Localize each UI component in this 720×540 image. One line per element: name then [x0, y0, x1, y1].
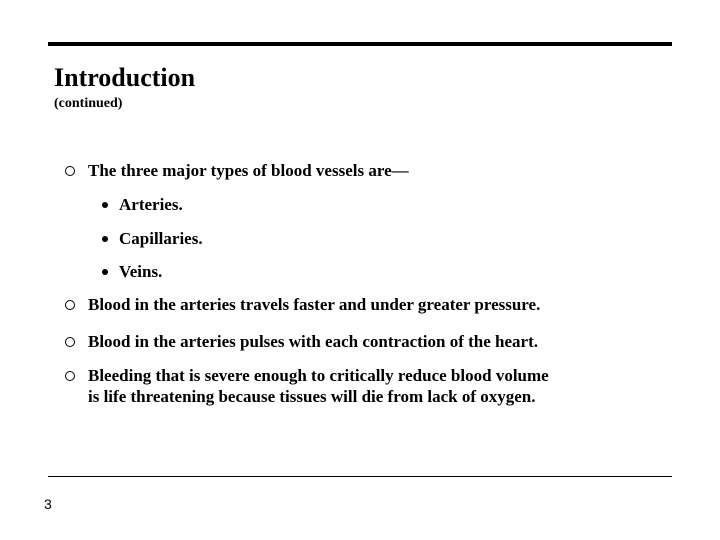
dot-bullet-icon [102, 269, 108, 275]
bullet-severe-bleeding-line1: Bleeding that is severe enough to critically reduce blood volume [88, 366, 549, 385]
bottom-rule [48, 476, 672, 477]
slide-subtitle: (continued) [54, 96, 123, 111]
circle-bullet-icon [65, 371, 75, 381]
page-number: 3 [44, 496, 52, 512]
circle-bullet-icon [65, 300, 75, 310]
slide-title: Introduction [54, 63, 196, 92]
bullet-arterial-pressure: Blood in the arteries travels faster and under greater pressure. [88, 295, 541, 314]
sub-bullet-capillaries: Capillaries. [119, 229, 203, 248]
sub-bullet-veins: Veins. [119, 262, 163, 281]
dot-bullet-icon [102, 202, 108, 208]
bullet-arterial-pulse: Blood in the arteries pulses with each contraction of the heart. [88, 332, 538, 351]
bullet-blood-vessel-types: The three major types of blood vessels are— [88, 161, 409, 180]
circle-bullet-icon [65, 337, 75, 347]
bullet-severe-bleeding-line2: is life threatening because tissues will die from lack of oxygen. [88, 387, 536, 406]
top-rule [48, 42, 672, 46]
sub-bullet-arteries: Arteries. [119, 195, 183, 214]
dot-bullet-icon [102, 236, 108, 242]
circle-bullet-icon [65, 166, 75, 176]
